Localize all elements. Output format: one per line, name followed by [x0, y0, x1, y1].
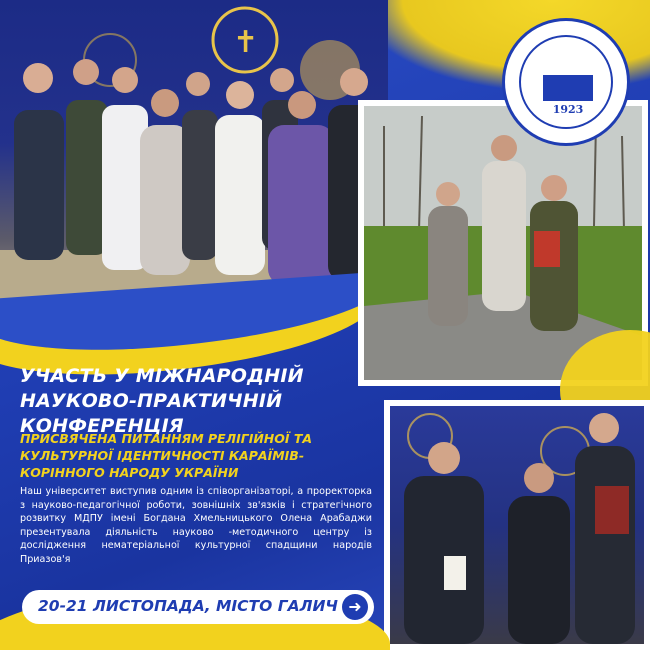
date-label: 20-21 ЛИСТОПАДА, МІСТО ГАЛИЧ [38, 597, 338, 615]
award-photo-illustration [390, 406, 644, 644]
university-logo [502, 18, 630, 146]
arrow-right-icon[interactable]: ➜ [342, 594, 368, 620]
university-emblem-icon [519, 35, 613, 129]
group-photo [0, 0, 388, 318]
svg-text:✝: ✝ [233, 25, 259, 60]
award-photo [384, 400, 650, 650]
page-subtitle: ПРИСВЯЧЕНА ПИТАННЯМ РЕЛІГІЙНОЇ ТА КУЛЬТУРНОЇ ІДЕНТИЧНОСТІ КАРАЇМІВ-КОРІННОГО НАРОДУ УКРАЇНИ [20, 431, 313, 480]
page-title: УЧАСТЬ У МІЖНАРОДНІЙ НАУКОВО-ПРАКТИЧНІЙ КОНФЕРЕНЦІЯ [20, 365, 304, 437]
body-text: Наш університет виступив одним із співорганізаторі, а проректорка з науково-педагогічної роботи, зовнішніх зв'язків і стратегічного розвитку МДПУ імені Богдана Хмельницького Олена Арабаджи презентувала діяльність науково -методичного центру із дослідження нематеріальної культурної спадщини народів Приазов'я [20, 486, 372, 565]
group-photo-illustration [0, 0, 388, 318]
university-building-icon [543, 75, 593, 101]
date-pill[interactable] [22, 590, 374, 624]
logo-year: 1923 [552, 103, 584, 116]
